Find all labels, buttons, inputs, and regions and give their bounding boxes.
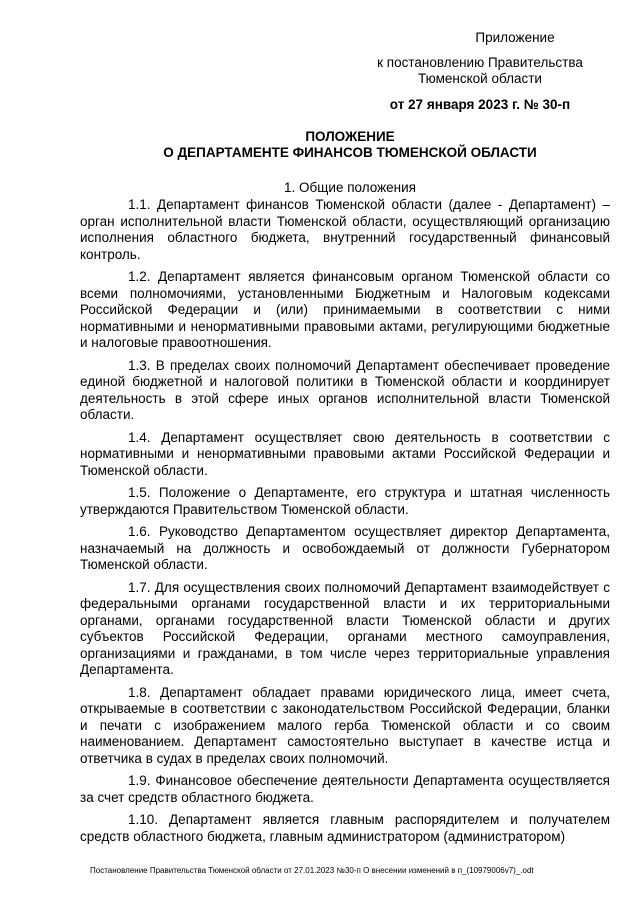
paragraph-1-3: 1.3. В пределах своих полномочий Департамент обеспечивает проведение единой бюджетной и налоговой политики в Тюменской области и координирует деятельность в этой сфере иных органов исполнительной власти Тюменской области. <box>80 357 610 422</box>
paragraph-1-4: 1.4. Департамент осуществляет свою деятельность в соответствии с нормативными и ненормативными правовыми актами Российской Федерации и Тюменской области. <box>80 429 610 478</box>
attachment-date: от 27 января 2023 г. № 30-п <box>389 97 571 112</box>
paragraph-1-2: 1.2. Департамент является финансовым органом Тюменской области со всеми полномочиями, установленными Бюджетным и Налоговым кодексами Российской Федерации и (или) принимаемыми в соответствии с ними нормативными и ненормативными правовыми актами, регулирующими бюджетные и налоговые правоотношения. <box>80 269 610 350</box>
paragraph-1-7: 1.7. Для осуществления своих полномочий Департамент взаимодействует с федеральными органами государственной власти и их территориальными органами, органами государственной власти Тюменской области и других субъектов Российской Федерации, органами местного самоуправления, организациями и гражданами, в том числе через территориальные управления Департамента. <box>80 579 610 677</box>
paragraph-1-10: 1.10. Департамент является главным распорядителем и получателем средств областного бюджета, главным администратором (администратором) <box>80 812 610 844</box>
paragraph-1-6: 1.6. Руководство Департаментом осуществляет директор Департамента, назначаемый на должность и освобождаемый от должности Губернатором Тюменской области. <box>80 524 610 572</box>
paragraph-1-9: 1.9. Финансовое обеспечение деятельности Департамента осуществляется за счет средств областного бюджета. <box>80 773 610 805</box>
paragraph-1-5: 1.5. Положение о Департаменте, его структура и штатная численность утверждаются Правительством Тюменской области. <box>80 485 610 517</box>
page-footer: Постановление Правительства Тюменской области от 27.01.2023 №30-п О внесении изменений в п_(10979006v7)_.odt <box>90 866 534 875</box>
section-title: 1. Общие положения <box>284 180 416 195</box>
heading-line-1: ПОЛОЖЕНИЕ <box>305 129 395 144</box>
document-body <box>80 197 610 851</box>
heading-line-2: О ДЕПАРТАМЕНТЕ ФИНАНСОВ ТЮМЕНСКОЙ ОБЛАСТИ <box>163 145 537 160</box>
document-heading <box>80 129 620 161</box>
paragraph-1-8: 1.8. Департамент обладает правами юридического лица, имеет счета, открываемые в соответствии с законодательством Российской Федерации, бланки и печати с изображением малого герба Тюменской области и со своим наименованием. Департамент самостоятельно выступает в качестве истца и ответчика в судах в пределах своих полномочий. <box>80 684 610 766</box>
attachment-title: Приложение <box>475 30 555 45</box>
attachment-line-1: к постановлению Правительства <box>377 55 583 70</box>
attachment-block <box>360 30 600 113</box>
paragraph-1-1: 1.1. Департамент финансов Тюменской области (далее - Департамент) – орган исполнительной власти Тюменской области, осуществляющий организацию исполнения областного бюджета, внутренний государственный финансовый контроль. <box>80 197 610 262</box>
attachment-line-2: Тюменской области <box>418 71 542 86</box>
